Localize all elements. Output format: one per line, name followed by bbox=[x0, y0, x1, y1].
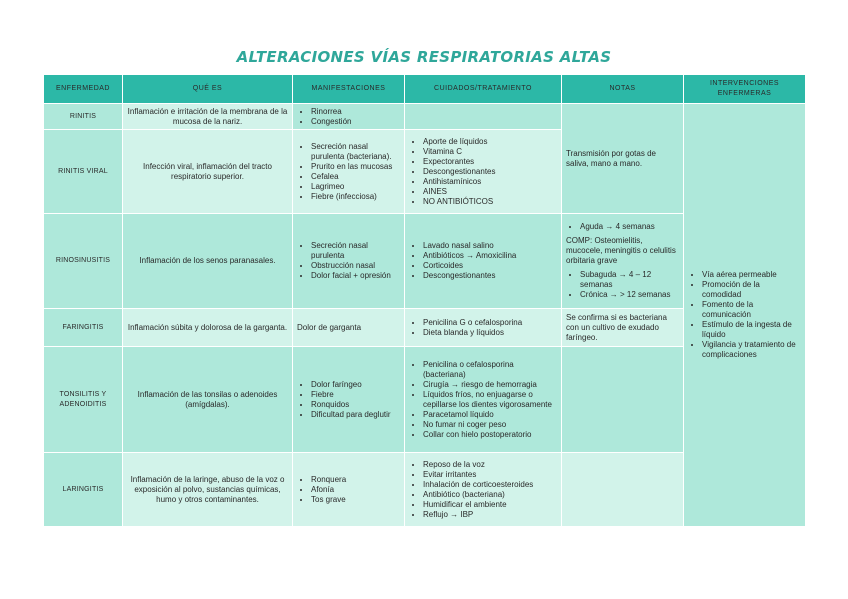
manifestations bbox=[293, 347, 405, 453]
manifestations: Dolor de garganta bbox=[293, 309, 405, 347]
treatment bbox=[405, 347, 562, 453]
list-item: • Antibióticos → Amoxicilina bbox=[423, 251, 557, 261]
header-notas: NOTAS bbox=[562, 75, 684, 104]
definition: Infección viral, inflamación del tracto respiratorio superior. bbox=[123, 130, 293, 214]
header-row bbox=[44, 75, 806, 104]
header-intervenciones: INTERVENCIONES ENFERMERAS bbox=[684, 75, 806, 104]
list-item: • Vía aérea permeable bbox=[702, 270, 801, 280]
list-item: • Prurito en las mucosas bbox=[311, 162, 400, 172]
definition: Inflamación de los senos paranasales. bbox=[123, 214, 293, 309]
list-item: • Líquidos fríos, no enjuagarse o cepillarse los dientes vigorosamente bbox=[423, 390, 557, 410]
manifestations bbox=[293, 130, 405, 214]
manifestations bbox=[293, 104, 405, 130]
respiratory-table bbox=[43, 74, 806, 527]
definition: Inflamación de las tonsilas o adenoides (amígdalas). bbox=[123, 347, 293, 453]
header-que-es: QUÉ ES bbox=[123, 75, 293, 104]
list-item: • Congestión bbox=[311, 117, 400, 127]
definition: Inflamación súbita y dolorosa de la garganta. bbox=[123, 309, 293, 347]
list-item: • Dieta blanda y líquidos bbox=[423, 328, 557, 338]
list-item: • Fomento de la comunicación bbox=[702, 300, 801, 320]
empty-cell bbox=[562, 453, 684, 527]
treatment bbox=[405, 214, 562, 309]
disease-name: RINOSINUSITIS bbox=[44, 214, 123, 309]
list-item: • Fiebre bbox=[311, 390, 400, 400]
empty-cell bbox=[405, 104, 562, 130]
list-item: • Aporte de líquidos bbox=[423, 137, 557, 147]
list-item: • Promoción de la comodidad bbox=[702, 280, 801, 300]
list-item: • Reposo de la voz bbox=[423, 460, 557, 470]
disease-name: TONSILITIS Y ADENOIDITIS bbox=[44, 347, 123, 453]
list-item: • Corticoides bbox=[423, 261, 557, 271]
list-item: • Dificultad para deglutir bbox=[311, 410, 400, 420]
list-item: • Inhalación de corticoesteroides bbox=[423, 480, 557, 490]
list-item: • Evitar irritantes bbox=[423, 470, 557, 480]
list-item: • Vitamina C bbox=[423, 147, 557, 157]
list-item: • Vigilancia y tratamiento de complicaciones bbox=[702, 340, 801, 360]
notes bbox=[562, 214, 684, 309]
list-item: • Paracetamol líquido bbox=[423, 410, 557, 420]
list-item: • Secreción nasal purulenta bbox=[311, 241, 400, 261]
notes bbox=[562, 309, 684, 347]
list-item: • Dolor facial + opresión bbox=[311, 271, 400, 281]
list-item: • NO ANTIBIÓTICOS bbox=[423, 197, 557, 207]
list-item: • Dolor faríngeo bbox=[311, 380, 400, 390]
list-item: • Descongestionantes bbox=[423, 167, 557, 177]
note-text: COMP: Osteomielitis, mucocele, meningitis o celulitis orbitaria grave bbox=[566, 236, 676, 265]
list-item: • Cirugía → riesgo de hemorragia bbox=[423, 380, 557, 390]
empty-cell bbox=[562, 347, 684, 453]
list-item: • Descongestionantes bbox=[423, 271, 557, 281]
row-rinitis bbox=[44, 104, 806, 130]
notes bbox=[562, 104, 684, 214]
note-text: Transmisión por gotas de saliva, mano a mano. bbox=[566, 148, 656, 168]
list-item: • Aguda → 4 semanas bbox=[580, 222, 679, 232]
list-item: • AINES bbox=[423, 187, 557, 197]
list-item: • Obstrucción nasal bbox=[311, 261, 400, 271]
list-item: • Fiebre (infecciosa) bbox=[311, 192, 400, 202]
header-manifestaciones: MANIFESTACIONES bbox=[293, 75, 405, 104]
list-item: • Afonía bbox=[311, 485, 400, 495]
disease-name: RINITIS bbox=[44, 104, 123, 130]
treatment bbox=[405, 130, 562, 214]
list-item: • Humidificar el ambiente bbox=[423, 500, 557, 510]
disease-name: FARINGITIS bbox=[44, 309, 123, 347]
list-item: • Ronquidos bbox=[311, 400, 400, 410]
list-item: • Tos grave bbox=[311, 495, 400, 505]
disease-name: RINITIS VIRAL bbox=[44, 130, 123, 214]
treatment bbox=[405, 453, 562, 527]
list-item: • Lagrimeo bbox=[311, 182, 400, 192]
note-text: Se confirma si es bacteriana con un cultivo de exudado faríngeo. bbox=[566, 312, 667, 342]
list-item: • Penicilina G o cefalosporina bbox=[423, 318, 557, 328]
manifestations bbox=[293, 214, 405, 309]
manifestations bbox=[293, 453, 405, 527]
list-item: • Estímulo de la ingesta de líquido bbox=[702, 320, 801, 340]
list-item: • Expectorantes bbox=[423, 157, 557, 167]
list-item: • Cefalea bbox=[311, 172, 400, 182]
list-item: • Lavado nasal salino bbox=[423, 241, 557, 251]
list-item: • Crónica → > 12 semanas bbox=[580, 290, 679, 300]
header-enfermedad: ENFERMEDAD bbox=[44, 75, 123, 104]
list-item: • No fumar ni coger peso bbox=[423, 420, 557, 430]
definition: Inflamación de la laringe, abuso de la voz o exposición al polvo, sustancias químicas, humo y otros contaminantes. bbox=[123, 453, 293, 527]
interventions bbox=[684, 104, 806, 527]
list-item: • Antihistamínicos bbox=[423, 177, 557, 187]
definition: Inflamación e irritación de la membrana de la mucosa de la nariz. bbox=[123, 104, 293, 130]
list-item: • Collar con hielo postoperatorio bbox=[423, 430, 557, 440]
list-item: • Antibiótico (bacteriana) bbox=[423, 490, 557, 500]
list-item: • Reflujo → IBP bbox=[423, 510, 557, 520]
list-item: • Penicilina o cefalosporina (bacteriana) bbox=[423, 360, 557, 380]
list-item: • Ronquera bbox=[311, 475, 400, 485]
list-item: • Subaguda → 4 – 12 semanas bbox=[580, 270, 679, 290]
header-cuidados: CUIDADOS/TRATAMIENTO bbox=[405, 75, 562, 104]
treatment bbox=[405, 309, 562, 347]
page-title: ALTERACIONES VÍAS RESPIRATORIAS ALTAS bbox=[236, 48, 612, 66]
disease-name: LARINGITIS bbox=[44, 453, 123, 527]
list-item: • Rinorrea bbox=[311, 107, 400, 117]
list-item: • Secreción nasal purulenta (bacteriana). bbox=[311, 142, 400, 162]
